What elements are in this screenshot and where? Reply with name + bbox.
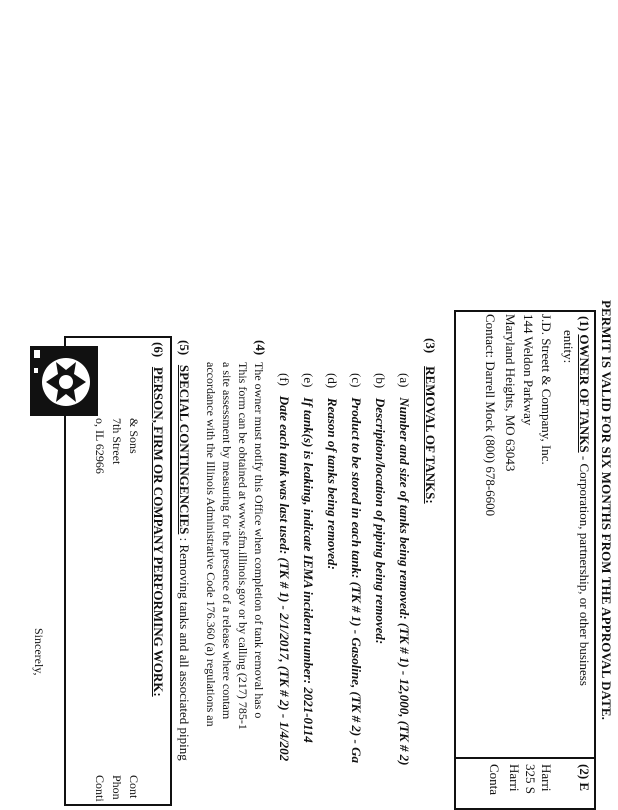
- owner-city-state-zip: Maryland Heights, MO 63043: [503, 314, 518, 472]
- contractor-line-1: & Sons: [127, 418, 141, 454]
- special-text: : Removing tanks and all associated piping: [177, 537, 192, 761]
- permit-notice: PERMIT IS VALID FOR SIX MONTHS FROM THE APPROVAL DATE.: [599, 300, 614, 721]
- owner-description-cont: entity:: [561, 330, 576, 364]
- contractor-line-3: o, IL 62966: [93, 418, 107, 474]
- removal-item-e: [300, 373, 316, 743]
- contractor-right-line-1: Cont: [127, 775, 141, 799]
- owner-heading: OWNER OF TANKS: [577, 334, 592, 453]
- item-label: (e): [301, 373, 316, 388]
- special-heading: SPECIAL CONTINGENCIES: [177, 364, 192, 535]
- removal-section-number: (3): [423, 338, 438, 354]
- removal-item-b: [372, 373, 388, 644]
- owner-section-number: (1): [577, 316, 592, 332]
- owner-heading-line: [576, 316, 592, 686]
- removal-item-f: [276, 373, 292, 761]
- contractor-section-number: (6): [151, 342, 166, 358]
- item-text: Date each tank was last used: (TK # 1) - 2/1/2017, (TK # 2) - 1/4/202: [277, 395, 292, 762]
- notification-line-2: This form can be obtained at www.sfm.illinois.gov or by calling (217) 785-1: [236, 362, 250, 730]
- owner-contact: Contact: Darrell Mock (800) 678-6600: [483, 314, 498, 517]
- item-label: (a): [397, 373, 412, 388]
- item-text: Description/location of piping being removed:: [373, 397, 388, 645]
- facility-line-1: Harri: [539, 764, 554, 792]
- notification-line-1: The owner must notify this Office when completion of tank removal has o: [252, 362, 266, 719]
- contractor-line-2: 7th Street: [110, 418, 124, 465]
- item-label: (d): [325, 373, 340, 389]
- removal-item-d: [324, 373, 340, 570]
- removal-item-c: [348, 373, 364, 763]
- item-text: If tank(s) is leaking, indicate IEMA incident number: 2021-0114: [301, 397, 316, 743]
- facility-line-3: Harri: [507, 764, 522, 792]
- box-divider: [454, 757, 596, 759]
- signoff: Sincerely,: [32, 628, 46, 676]
- owner-name: J.D. Streett & Company, Inc.: [539, 314, 554, 465]
- item-text: Number and size of tanks being removed: (TK # 1) - 12,000, (TK # 2): [397, 397, 412, 766]
- item-label: (b): [373, 373, 388, 389]
- notification-section-number: (4): [253, 340, 268, 356]
- maltese-cross-seal-icon: [30, 346, 98, 416]
- special-section-number: (5): [177, 340, 192, 356]
- item-label: (c): [349, 373, 364, 388]
- owner-street: 144 Weldon Parkway: [521, 314, 536, 426]
- facility-line-2: 325 S: [523, 764, 538, 794]
- facility-section-number: (2) E: [577, 764, 592, 792]
- contractor-right-line-3: Conti: [93, 775, 107, 802]
- item-text: Reason of tanks being removed:: [325, 397, 340, 570]
- notification-line-3: a site assessment by measuring for the presence of a release where contam: [220, 362, 234, 720]
- contractor-heading: PERSON, FIRM OR COMPANY PERFORMING WORK:: [151, 366, 166, 697]
- notification-line-4: accordance with the Illinois Administrative Code 176.360 (a) regulations an: [204, 362, 218, 727]
- removal-heading-line: [422, 338, 438, 504]
- special-line: [176, 340, 192, 761]
- facility-contact: Conta: [487, 764, 502, 796]
- removal-heading: REMOVAL OF TANKS:: [423, 366, 438, 504]
- item-text: Product to be stored in each tank: (TK # 1) - Gasoline, (TK # 2) - Ga: [349, 397, 364, 763]
- removal-item-a: [396, 373, 412, 766]
- owner-description: - Corporation, partnership, or other business: [577, 455, 592, 686]
- contractor-heading-line: [150, 342, 166, 697]
- contractor-right-line-2: Phon: [110, 775, 124, 800]
- item-label: (f): [277, 373, 292, 386]
